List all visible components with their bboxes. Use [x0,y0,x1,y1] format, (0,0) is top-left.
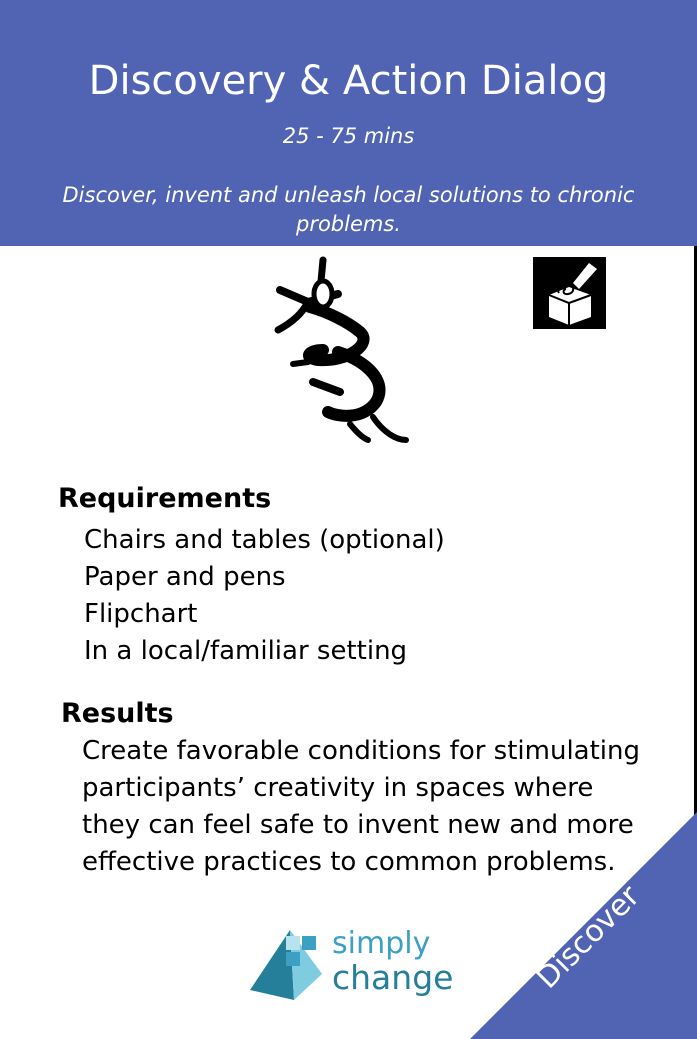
logo-text-change: change [332,958,454,997]
duration: 25 - 75 mins [282,124,415,148]
list-item: Flipchart [84,599,198,629]
list-item: Chairs and tables (optional) [84,525,445,555]
logo-text-simply: simply [332,926,431,961]
list-item: Paper and pens [84,562,286,592]
requirements-heading: Requirements [58,483,272,514]
page-title: Discovery & Action Dialog [88,58,609,104]
results-text: Create favorable conditions for stimulating participants’ creativity in spaces where they can feel safe to invent new and more effective practices to common problems. [82,736,641,877]
list-item: In a local/familiar setting [84,636,408,666]
tagline: Discover, invent and unleash local solutions to chronic problems. [62,183,635,236]
corner-label: Discover [529,878,647,996]
results-heading: Results [61,698,174,729]
